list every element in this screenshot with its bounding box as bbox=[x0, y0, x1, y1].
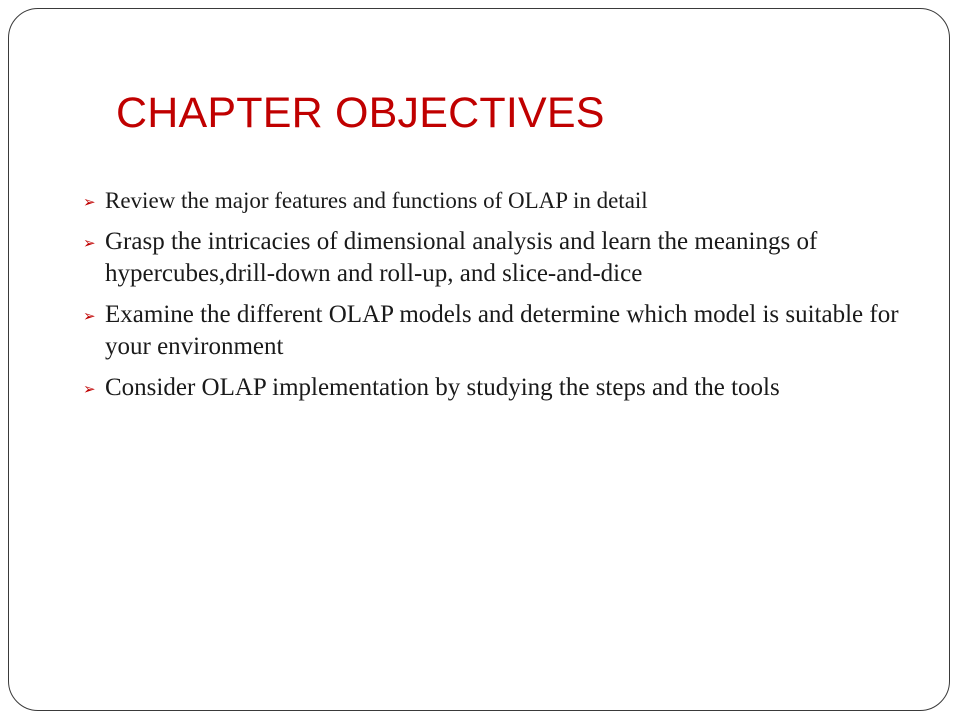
arrowhead-bullet-icon: ➢ bbox=[83, 233, 96, 252]
list-item-text: Review the major features and functions of OLAP in detail bbox=[105, 188, 648, 213]
list-item bbox=[83, 226, 903, 291]
list-item-text: Examine the different OLAP models and determine which model is suitable for your environment bbox=[105, 300, 899, 360]
arrowhead-bullet-icon: ➢ bbox=[83, 379, 96, 398]
list-item-text: Consider OLAP implementation by studying the steps and the tools bbox=[105, 373, 780, 401]
list-item bbox=[83, 372, 903, 405]
list-item bbox=[83, 185, 903, 218]
list-item bbox=[83, 299, 903, 364]
arrowhead-bullet-icon: ➢ bbox=[83, 306, 96, 325]
objectives-list bbox=[83, 185, 903, 412]
arrowhead-bullet-icon: ➢ bbox=[83, 193, 96, 211]
slide-frame bbox=[8, 8, 950, 711]
list-item-text: Grasp the intricacies of dimensional analysis and learn the meanings of hypercubes,drill-down and roll-up, and slice-and-dice bbox=[105, 227, 818, 287]
slide-title: CHAPTER OBJECTIVES bbox=[116, 89, 605, 137]
